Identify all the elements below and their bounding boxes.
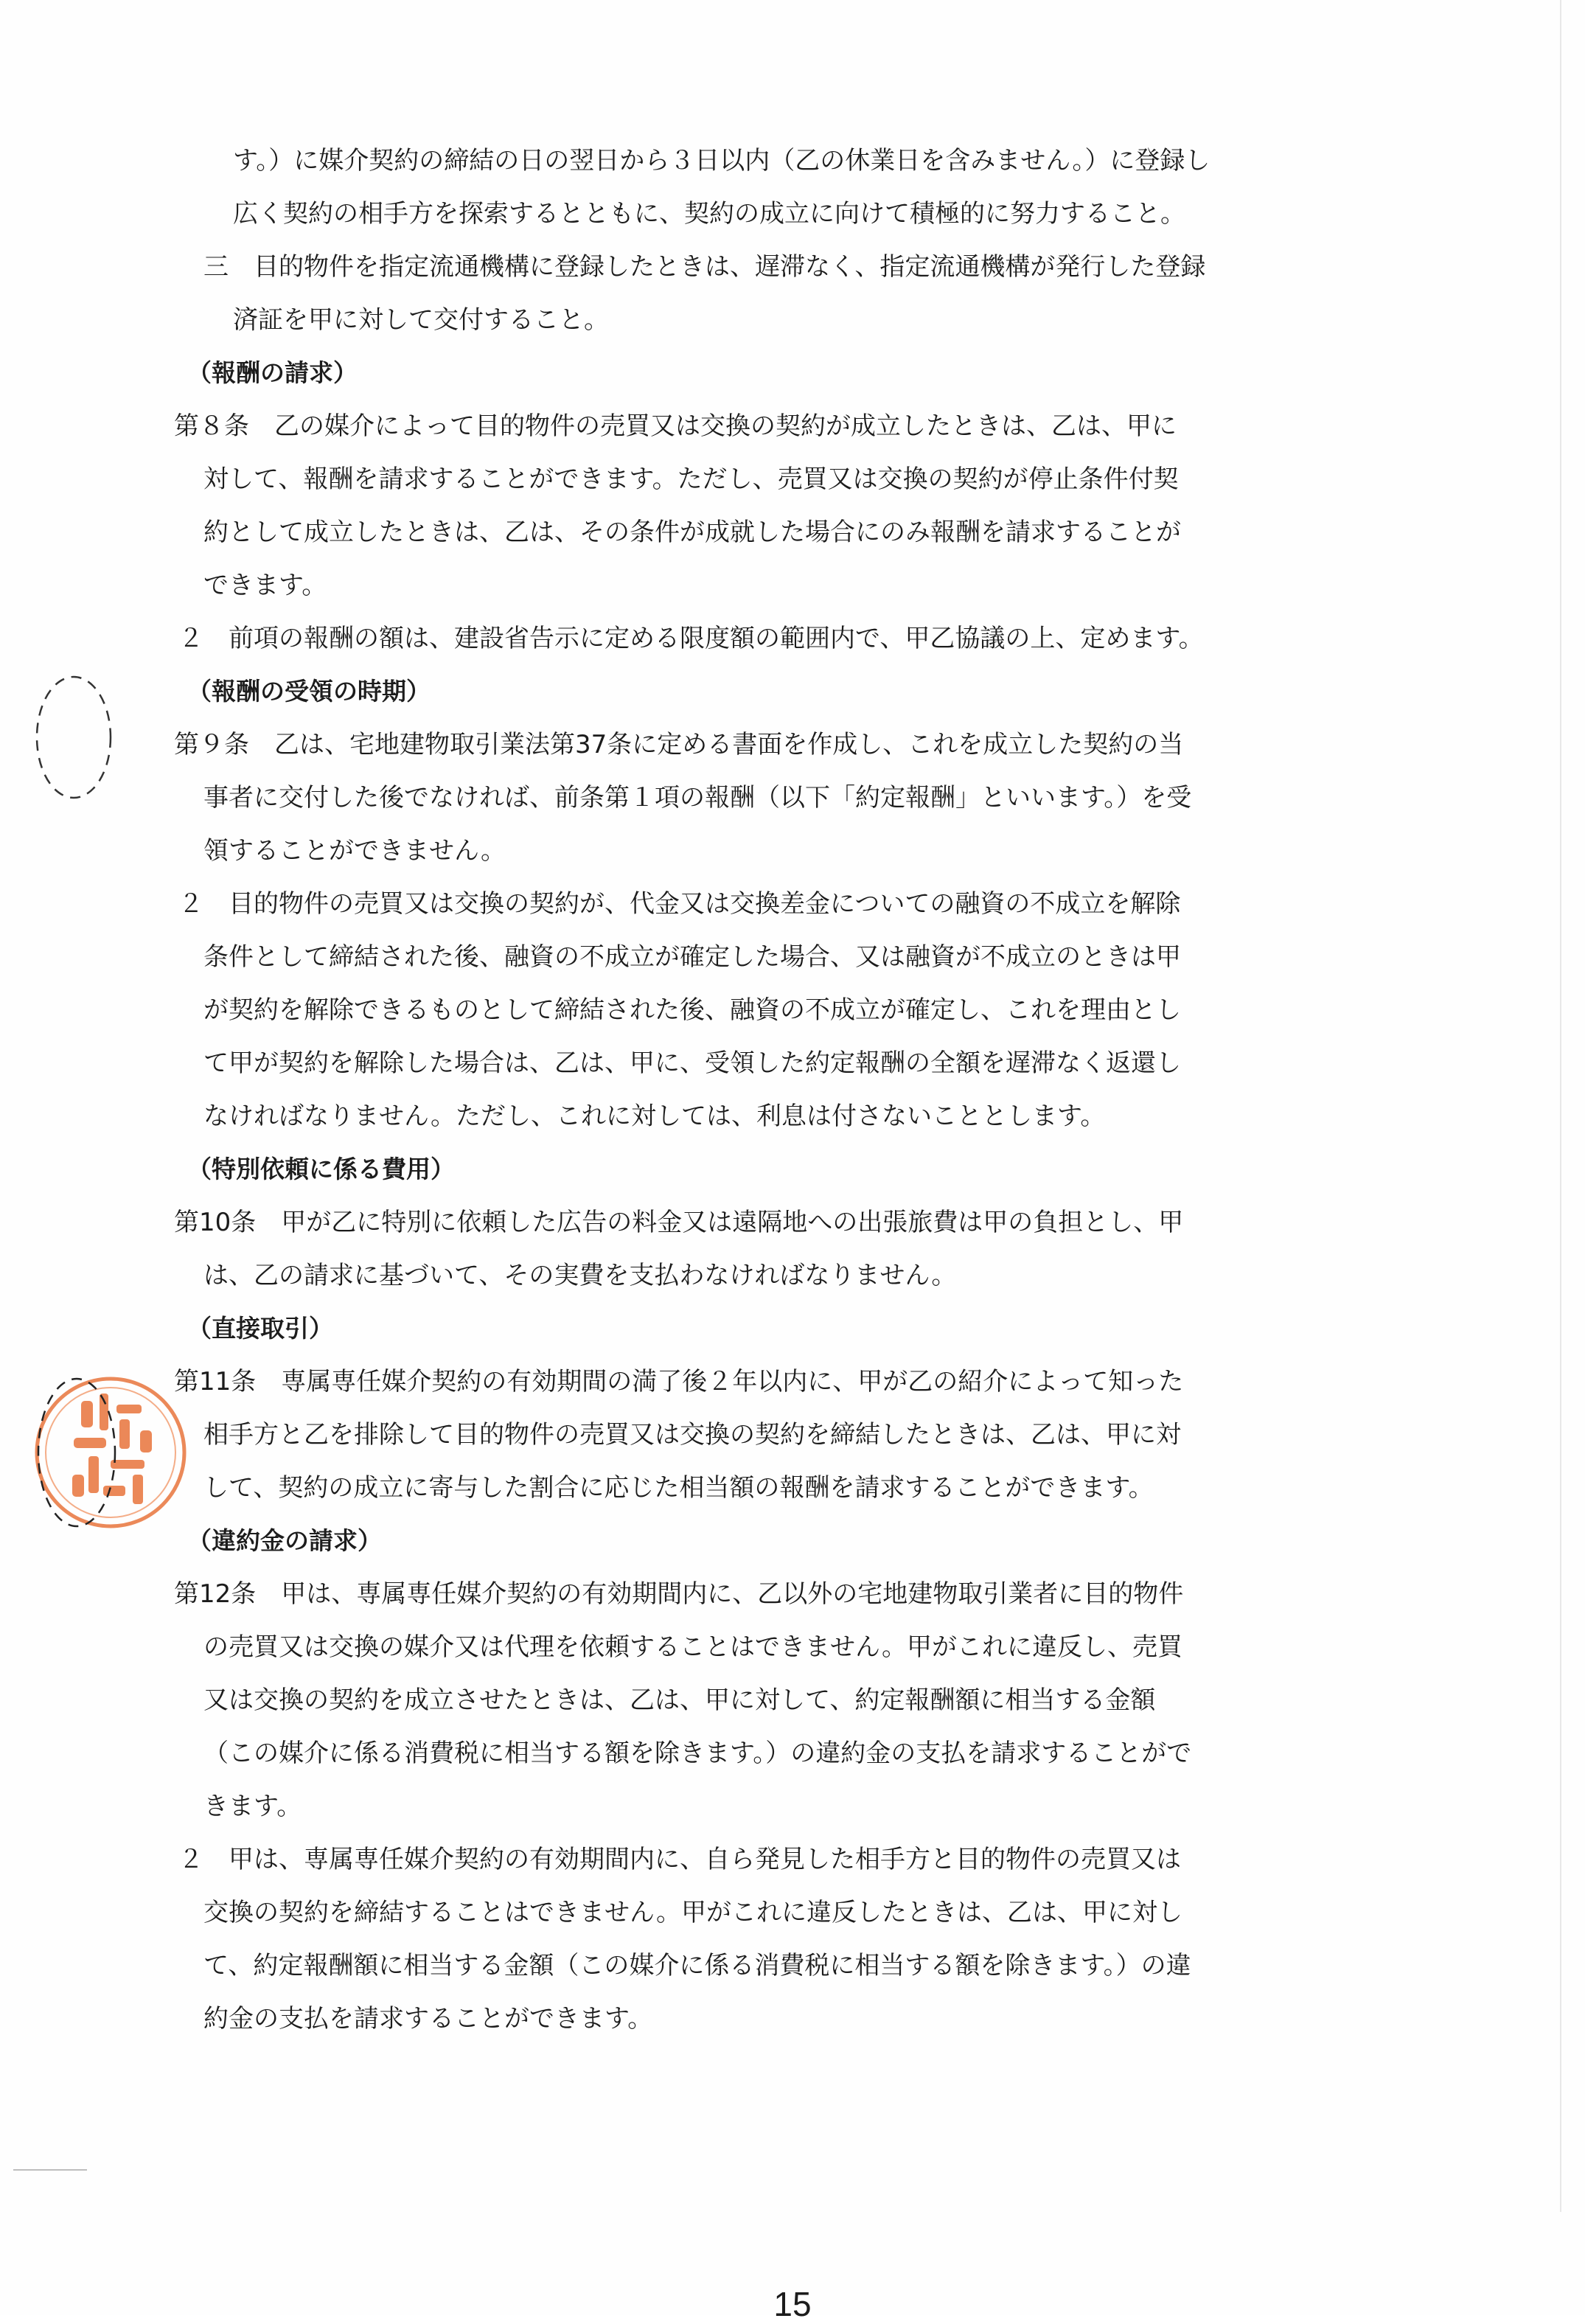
article-9-line: 条件として締結された後、融資の不成立が確定した場合、又は融資が不成立のときは甲 [203,942,1181,972]
article-8-line: できます。 [203,571,327,600]
article-12-line: の売買又は交換の媒介又は代理を依頼することはできません。甲がこれに違反し、売買 [203,1632,1183,1662]
right-edge-shadow [1560,0,1561,2212]
article-12-line: きます。 [203,1792,302,1821]
section-heading-remuneration-claim: （報酬の請求） [187,358,358,387]
article-12-paragraph-2: ２ 甲は、専属専任媒介契約の有効期間内に、自ら発見した相手方と目的物件の売買又は [178,1845,1181,1874]
article-8-line: 対して、報酬を請求することができます。ただし、売買又は交換の契約が停止条件付契 [203,465,1179,494]
section-heading-special-request-costs: （特別依頼に係る費用） [187,1155,455,1183]
article-11-line: 相手方と乙を排除して目的物件の売買又は交換の契約を締結したときは、乙は、甲に対 [203,1420,1181,1450]
article-12-line: （この媒介に係る消費税に相当する額を除きます。）の違約金の支払を請求することがで [203,1739,1192,1768]
article-8-line: 第８条 乙の媒介によって目的物件の売買又は交換の契約が成立したときは、乙は、甲に [174,411,1177,441]
article-12-line: 第12条 甲は、専属専任媒介契約の有効期間内に、乙以外の宅地建物取引業者に目的物件 [174,1579,1184,1609]
section-heading-penalty-claim: （違約金の請求） [187,1526,382,1555]
contract-text [174,134,1398,2045]
punch-hole-mark-upper [22,667,125,807]
article-8-paragraph-2: ２ 前項の報酬の額は、建設省告示に定める限度額の範囲内で、甲乙協議の上、定めます。 [178,624,1204,653]
article-10-line: は、乙の請求に基づいて、その実費を支払わなければなりません。 [203,1261,957,1290]
left-edge-rule [13,2169,87,2171]
article-12-line: 又は交換の契約を成立させたときは、乙は、甲に対して、約定報酬額に相当する金額 [203,1685,1156,1715]
article-9-line: 事者に交付した後でなければ、前条第１項の報酬（以下「約定報酬」といいます。）を受 [203,783,1192,813]
text-line: 広く契約の相手方を探索するとともに、契約の成立に向けて積極的に努力すること。 [233,199,1185,229]
article-9-line: が契約を解除できるものとして締結された後、融資の不成立が確定し、これを理由とし [203,995,1181,1025]
article-10-line: 第10条 甲が乙に特別に依頼した広告の料金又は遠隔地への出張旅費は甲の負担とし、甲 [174,1208,1184,1237]
article-9-line: て甲が契約を解除した場合は、乙は、甲に、受領した約定報酬の全額を遅滞なく返還し [203,1048,1181,1078]
article-12-line: 交換の契約を締結することはできません。甲がこれに違反したときは、乙は、甲に対し [203,1898,1183,1927]
article-9-line: 第９条 乙は、宅地建物取引業法第37条に定める書面を作成し、これを成立した契約の当 [174,730,1184,759]
article-11-line: して、契約の成立に寄与した割合に応じた相当額の報酬を請求することができます。 [203,1473,1154,1503]
section-heading-remuneration-timing: （報酬の受領の時期） [187,677,431,706]
page-number: 15 [773,2285,812,2323]
article-12-line: 約金の支払を請求することができます。 [203,2004,653,2034]
article-12-line: て、約定報酬額に相当する金額（この媒介に係る消費税に相当する額を除きます。）の違 [203,1951,1191,1980]
section-heading-direct-transaction: （直接取引） [187,1314,333,1343]
punch-hole-mark-lower [25,1364,128,1541]
article-11-line: 第11条 専属専任媒介契約の有効期間の満了後２年以内に、甲が乙の紹介によって知った [174,1367,1184,1396]
article-8-line: 約として成立したときは、乙は、その条件が成就した場合にのみ報酬を請求することが [203,518,1181,547]
article-9-line: なければなりません。ただし、これに対しては、利息は付さないこととします。 [203,1102,1106,1131]
article-9-paragraph-2: ２ 目的物件の売買又は交換の契約が、代金又は交換差金についての融資の不成立を解除 [178,889,1181,919]
text-line: 済証を甲に対して交付すること。 [233,305,609,335]
text-line: す。）に媒介契約の締結の日の翌日から３日以内（乙の休業日を含みません。）に登録し [233,146,1210,175]
article-9-line: 領することができません。 [203,836,506,866]
list-item-3: 三 目的物件を指定流通機構に登録したときは、遅滞なく、指定流通機構が発行した登録 [203,252,1206,282]
